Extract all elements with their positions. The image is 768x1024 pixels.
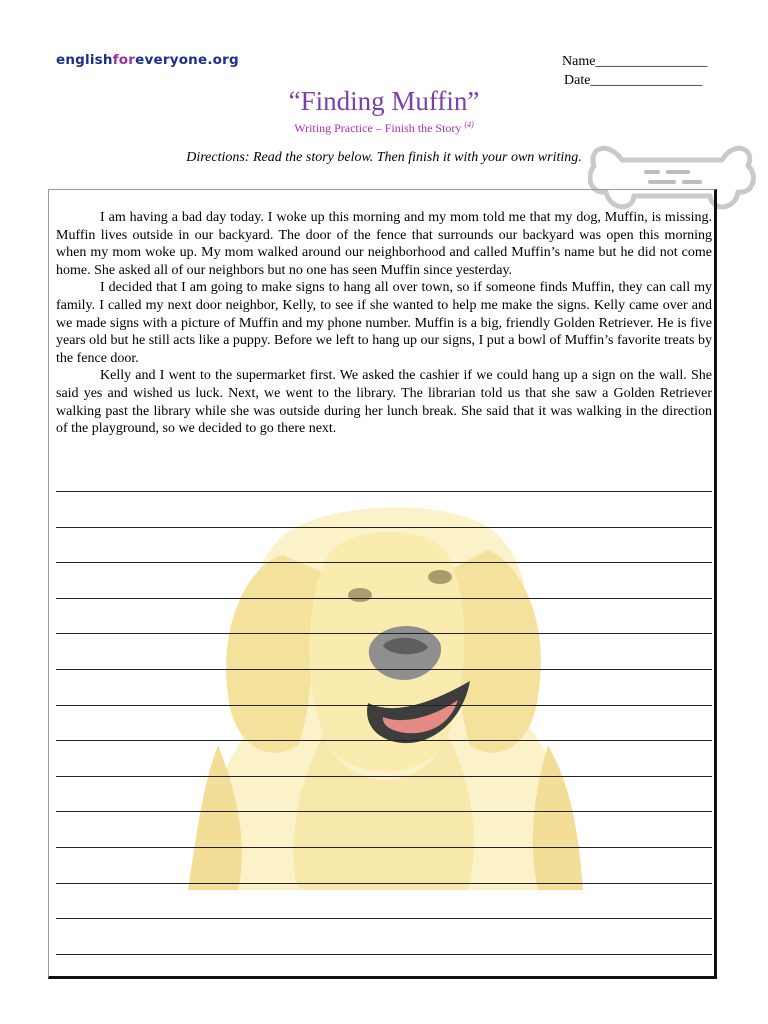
writing-line[interactable] [56,741,712,777]
worksheet-number: (4) [464,120,474,129]
writing-line[interactable] [56,812,712,848]
story-paragraph: I decided that I am going to make signs to hang all over town, so if someone finds Muffin, they can call my family. I called my next door neighbor, Kelly, to see if she wanted to help me make the signs. Kelly came over and we made signs with a picture of Muffin and my phone number. Muffin is a big, friendly Golden Retriever. He is five years old but he still acts like a puppy. Before we left to hang up our signs, I put a bowl of Muffin’s favorite treats by the fence door. [56,280,712,366]
writing-line[interactable] [56,528,712,564]
writing-line[interactable] [56,634,712,670]
writing-line[interactable] [56,706,712,742]
writing-line[interactable] [56,492,712,528]
writing-line[interactable] [56,563,712,599]
name-date-fields [562,52,742,90]
name-field[interactable]: Name________________ [562,54,708,69]
writing-lines[interactable] [56,491,712,955]
writing-line[interactable] [56,670,712,706]
writing-line[interactable] [56,777,712,813]
story-text [56,209,712,438]
worksheet-title: “Finding Muffin” [288,86,480,116]
writing-line[interactable] [56,848,712,884]
writing-line[interactable] [56,919,712,955]
directions: Directions: Read the story below. Then finish it with your own writing. [186,150,582,165]
writing-line[interactable] [56,599,712,635]
worksheet-subtitle: Writing Practice – Finish the Story $^{(4)}$ [294,120,474,135]
story-paragraph: Kelly and I went to the supermarket first. We asked the cashier if we could hang up a sign on the wall. She said yes and wished us luck. Next, we went to the library. The librarian told us that she saw a Golden Retriever walking past the library while she was outside during her lunch break. She said that it was walking in the direction of the playground, so we decided to go there next. [56,368,712,437]
story-paragraph: I am having a bad day today. I woke up this morning and my mom told me that my dog, Muffin, is missing. Muffin lives outside in our backyard. The door of the fence that surrounds our backyard was open this morning when my mom woke up. My mom walked around our neighborhood and called Muffin’s name but he did not come home. She asked all of our neighbors but no one has seen Muffin since yesterday. [56,210,712,278]
writing-line[interactable] [56,884,712,920]
date-field[interactable]: Date________________ [564,73,703,88]
site-logo: englishforeveryone.org [56,52,239,68]
